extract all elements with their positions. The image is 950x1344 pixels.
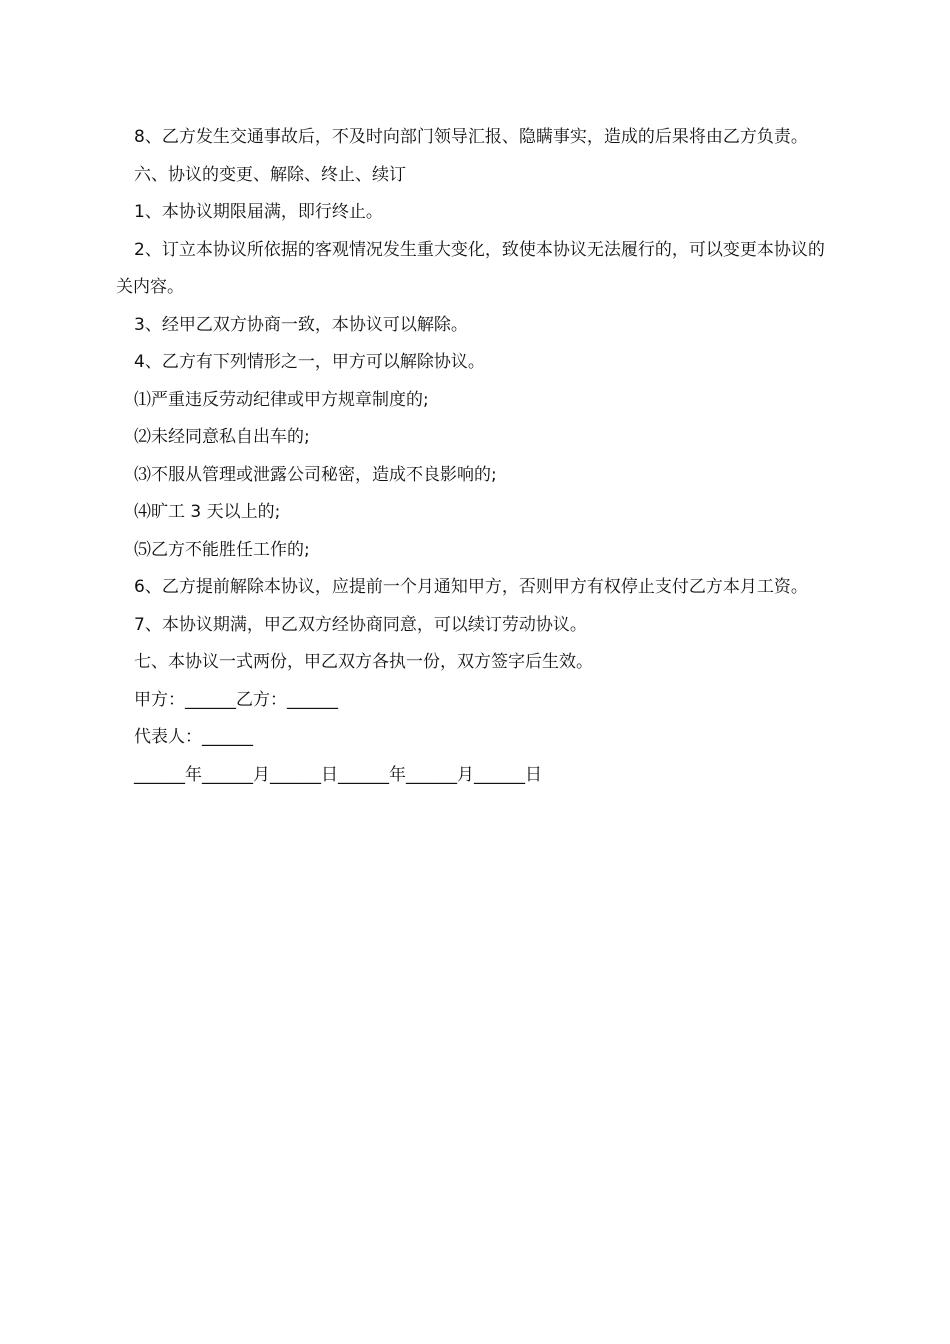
termination-ground-5: ⑸乙方不能胜任工作的; [134, 539, 310, 560]
termination-ground-4: ⑷旷工 3 天以上的; [134, 502, 281, 522]
termination-ground-1: ⑴严重违反劳动纪律或甲方规章制度的; [134, 389, 429, 410]
document-body [116, 119, 836, 794]
clause-6-6-early-termination: 6、乙方提前解除本协议，应提前一个月通知甲方，否则甲方有权停止支付乙方本月工资。 [134, 577, 808, 597]
section-7-copies: 七、本协议一式两份，甲乙双方各执一份，双方签字后生效。 [134, 652, 593, 672]
section-6-heading: 六、协议的变更、解除、终止、续订 [134, 164, 406, 185]
clause-8-accident-reporting: 8、乙方发生交通事故后，不及时向部门领导汇报、隐瞒事实，造成的后果将由乙方负责。 [134, 127, 808, 147]
clause-6-1-expiry: 1、本协议期限届满，即行终止。 [134, 202, 383, 222]
date-signature-line: ______年______月______日______年______月______日 [134, 764, 542, 785]
representative-signature-line: 代表人：______ [134, 727, 253, 747]
termination-ground-3: ⑶不服从管理或泄露公司秘密，造成不良影响的; [134, 464, 497, 485]
termination-ground-2: ⑵未经同意私自出车的; [134, 427, 310, 447]
clause-6-3-mutual-termination: 3、经甲乙双方协商一致，本协议可以解除。 [134, 314, 468, 335]
party-signature-line: 甲方：______乙方：______ [134, 689, 338, 710]
clause-6-7-renewal: 7、本协议期满，甲乙双方经协商同意，可以续订劳动协议。 [134, 614, 587, 635]
clause-6-2-change: 2、订立本协议所依据的客观情况发生重大变化，致使本协议无法履行的，可以变更本协议的关内容。 [116, 239, 825, 297]
clause-6-4-termination-grounds: 4、乙方有下列情形之一，甲方可以解除协议。 [134, 352, 485, 372]
